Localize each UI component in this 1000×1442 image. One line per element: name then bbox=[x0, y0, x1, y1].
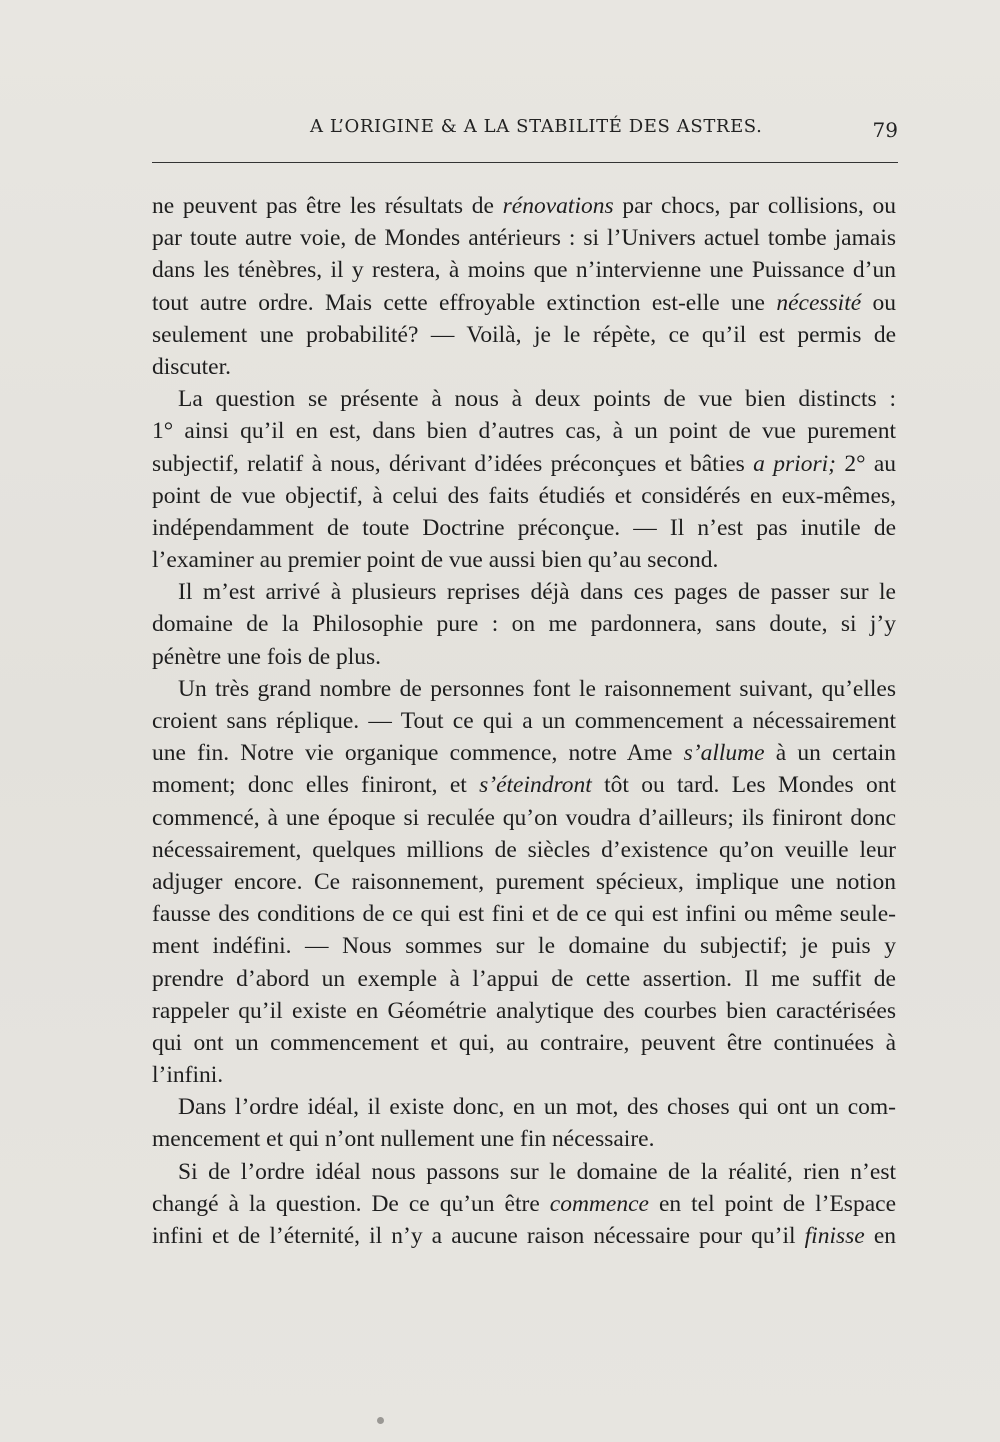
text-run: fausse des conditions de ce qui est fini et de ce qui est infini ou même seule- bbox=[152, 901, 896, 928]
text-run: moment; donc elles finiront, et bbox=[152, 772, 480, 799]
text-run: rappeler qu’il existe en Géométrie analytique des courbes bien caractérisées bbox=[152, 997, 896, 1024]
text-line bbox=[152, 1123, 896, 1155]
text-line bbox=[152, 673, 896, 705]
text-line bbox=[152, 834, 896, 866]
text-line bbox=[152, 1156, 896, 1188]
text-run: croient sans réplique. — Tout ce qui a un commencement a nécessairement bbox=[152, 708, 896, 734]
text-line bbox=[152, 608, 896, 640]
text-run: ou bbox=[861, 289, 897, 316]
text-run: qui ont un commencement et qui, au contraire, peuvent être continuées à bbox=[152, 1029, 896, 1056]
body-text bbox=[152, 190, 896, 1252]
page-number: 79 bbox=[872, 118, 898, 142]
text-run: infini et de l’éternité, il n’y a aucune raison nécessaire pour qu’il bbox=[152, 1223, 805, 1249]
page-header bbox=[152, 112, 900, 146]
text-run: Il m’est arrivé à plusieurs reprises déjà dans ces pages de passer sur le bbox=[178, 579, 896, 606]
text-run: par toute autre voie, de Mondes antérieurs : si l’Univers actuel tombe jamais bbox=[152, 225, 896, 252]
paper-speck bbox=[377, 1417, 384, 1424]
text-line bbox=[152, 641, 896, 673]
text-line bbox=[152, 415, 896, 447]
text-line bbox=[152, 769, 896, 801]
text-line bbox=[152, 1091, 896, 1123]
text-line bbox=[152, 287, 896, 319]
italic-phrase: s’éteindront bbox=[479, 772, 592, 799]
text-line bbox=[152, 1220, 896, 1252]
text-run: indépendamment de toute Doctrine préconçue. — Il n’est pas inutile de bbox=[152, 514, 896, 541]
text-run: tôt ou tard. Les Mondes ont bbox=[591, 772, 896, 799]
text-line bbox=[152, 705, 896, 737]
text-run: par chocs, par collisions, ou bbox=[613, 193, 897, 219]
text-run: discuter. bbox=[152, 353, 231, 380]
text-line bbox=[152, 351, 896, 383]
text-line bbox=[152, 319, 896, 351]
italic-phrase: s’allume bbox=[683, 740, 765, 767]
text-run: mencement et qui n’ont nullement une fin nécessaire. bbox=[152, 1126, 655, 1153]
text-line bbox=[152, 930, 896, 962]
text-line bbox=[152, 512, 896, 544]
text-run: en tel point de l’Espace bbox=[648, 1190, 896, 1217]
text-line bbox=[152, 1027, 896, 1059]
text-run: l’examiner au premier point de vue aussi bien qu’au second. bbox=[152, 547, 719, 574]
text-run: prendre d’abord un exemple à l’appui de cette assertion. Il me suffit de bbox=[152, 965, 896, 992]
text-run: domaine de la Philosophie pure : on me pardonnera, sans doute, si j’y bbox=[152, 611, 896, 638]
text-run: pénètre une fois de plus. bbox=[152, 643, 382, 670]
text-run: commencé, à une époque si reculée qu’on voudra d’ailleurs; ils finiront donc bbox=[152, 804, 896, 831]
text-line bbox=[152, 1059, 896, 1091]
text-run: changé à la question. De ce qu’un être bbox=[152, 1190, 550, 1217]
text-run: ment indéfini. — Nous sommes sur le domaine du subjectif; je puis y bbox=[152, 933, 896, 960]
text-run: en bbox=[864, 1223, 896, 1249]
text-line bbox=[152, 254, 896, 286]
text-line bbox=[152, 383, 896, 415]
italic-phrase: a priori; bbox=[753, 450, 836, 477]
text-run: tout autre ordre. Mais cette effroyable extinction est-elle une bbox=[152, 289, 777, 316]
running-title: A L’ORIGINE & A LA STABILITÉ DES ASTRES. bbox=[310, 116, 763, 137]
text-run: subjectif, relatif à nous, dérivant d’idées préconçues et bâties bbox=[152, 450, 754, 477]
text-line bbox=[152, 802, 896, 834]
text-line bbox=[152, 866, 896, 898]
text-run: l’infini. bbox=[152, 1062, 224, 1089]
text-run: La question se présente à nous à deux points de vue bien distincts : bbox=[178, 386, 896, 413]
italic-phrase: commence bbox=[549, 1190, 649, 1217]
header-rule bbox=[152, 162, 898, 163]
text-line bbox=[152, 222, 896, 254]
text-line bbox=[152, 1188, 896, 1220]
text-run: Un très grand nombre de personnes font le raisonnement suivant, qu’elles bbox=[178, 675, 896, 702]
text-run: 2° au bbox=[835, 450, 896, 477]
text-run: seulement une probabilité? — Voilà, je le répète, ce qu’il est permis de bbox=[152, 321, 896, 348]
text-line bbox=[152, 963, 896, 995]
text-line bbox=[152, 737, 896, 769]
text-line bbox=[152, 898, 896, 930]
italic-phrase: nécessité bbox=[776, 289, 862, 316]
italic-phrase: rénovations bbox=[502, 193, 614, 219]
text-run: nécessairement, quelques millions de siècles d’existence qu’on veuille leur bbox=[152, 836, 896, 863]
text-run: adjuger encore. Ce raisonnement, purement spécieux, implique une notion bbox=[152, 868, 896, 895]
text-run: ne peuvent pas être les résultats de bbox=[152, 193, 503, 219]
text-run: point de vue objectif, à celui des faits étudiés et considérés en eux-mêmes, bbox=[152, 482, 896, 509]
text-line bbox=[152, 480, 896, 512]
text-run: dans les ténèbres, il y restera, à moins que n’intervienne une Puissance d’un bbox=[152, 257, 896, 284]
text-run: Si de l’ordre idéal nous passons sur le domaine de la réalité, rien n’est bbox=[178, 1158, 896, 1185]
text-run: à un certain bbox=[764, 740, 896, 767]
text-line bbox=[152, 190, 896, 222]
text-line bbox=[152, 576, 896, 608]
text-run: Dans l’ordre idéal, il existe donc, en un mot, des choses qui ont un com- bbox=[178, 1094, 896, 1121]
text-run: une fin. Notre vie organique commence, notre Ame bbox=[152, 740, 684, 767]
text-line bbox=[152, 544, 896, 576]
text-line bbox=[152, 448, 896, 480]
italic-phrase: finisse bbox=[804, 1223, 865, 1249]
text-run: 1° ainsi qu’il en est, dans bien d’autres cas, à un point de vue purement bbox=[152, 418, 896, 445]
text-line bbox=[152, 995, 896, 1027]
